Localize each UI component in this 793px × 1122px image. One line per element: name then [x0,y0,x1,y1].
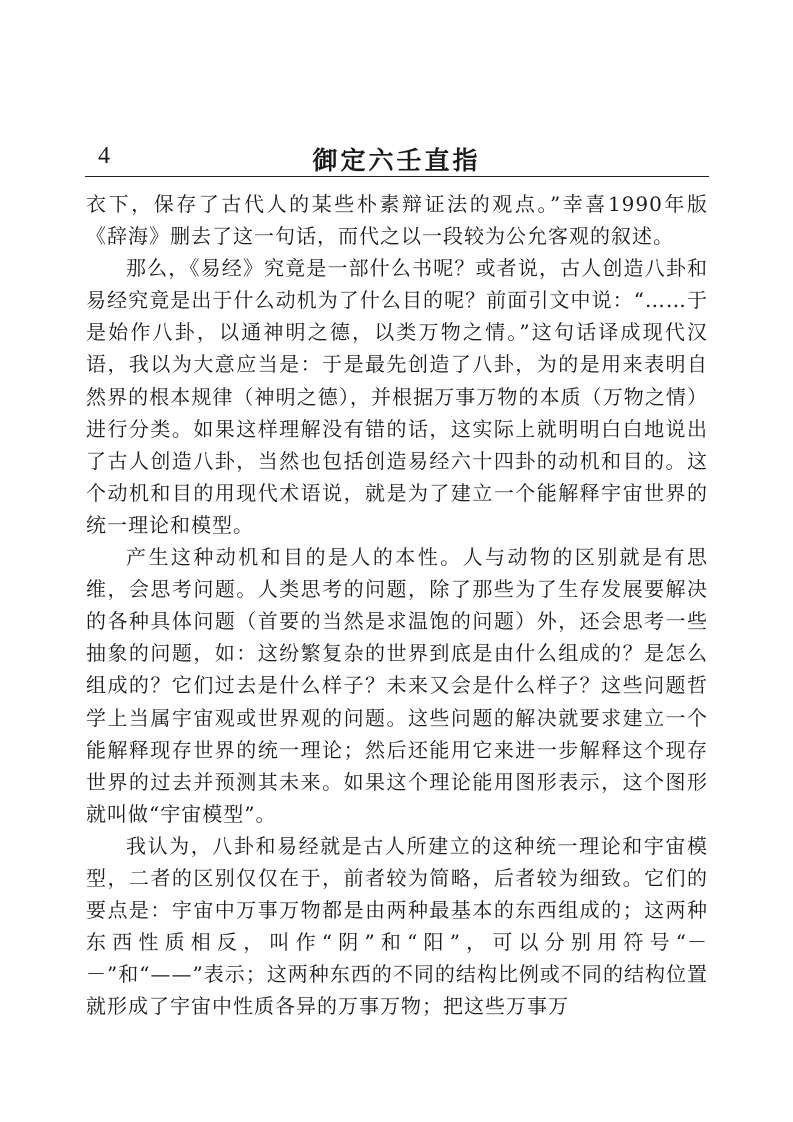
paragraph: 我认为，八卦和易经就是古人所建立的这种统一理论和宇宙模型，二者的区别仅仅在于，前者较为简略，后者较为细致。它们的要点是：宇宙中万事万物都是由两种最基本的东西组成的；这两种东西性质相反，叫作“阴”和“阳”，可以分别用符号“－－”和“——”表示；这两种东西的不同的结构比例或不同的结构位置就形成了宇宙中性质各异的万事万物；把这些万事万 [86,833,708,1019]
body-text [86,188,708,1022]
paragraph-continued: 衣下，保存了古代人的某些朴素辩证法的观点。”幸喜1990年版《辞海》删去了这一句话，而代之以一段较为公允客观的叙述。 [86,192,708,249]
paragraph: 那么，《易经》究竟是一部什么书呢？或者说，古人创造八卦和易经究竟是出于什么动机为了什么目的呢？前面引文中说：“……于是始作八卦，以通神明之德，以类万物之情。”这句话译成现代汉语，我以为大意应当是：于是最先创造了八卦，为的是用来表明自然界的根本规律（神明之德），并根据万事万物的本质（万物之情）进行分类。如果这样理解没有错的话，这实际上就明明白白地说出了古人创造八卦，当然也包括创造易经六十四卦的动机和目的。这个动机和目的用现代术语说，就是为了建立一个能解释宇宙世界的统一理论和模型。 [86,256,708,537]
paragraph: 产生这种动机和目的是人的本性。人与动物的区别就是有思维，会思考问题。人类思考的问题，除了那些为了生存发展要解决的各种具体问题（首要的当然是求温饱的问题）外，还会思考一些抽象的问题，如：这纷繁复杂的世界到底是由什么组成的？是怎么组成的？它们过去是什么样子？未来又会是什么样子？这些问题哲学上当属宇宙观或世界观的问题。这些问题的解决就要求建立一个能解释现存世界的统一理论；然后还能用它来进一步解释这个现存世界的过去并预测其未来。如果这个理论能用图形表示，这个图形就叫做“宇宙模型”。 [86,545,708,826]
page-number: 4 [98,143,110,169]
header-rule [85,176,709,177]
running-title: 御定六壬直指 [312,146,481,175]
